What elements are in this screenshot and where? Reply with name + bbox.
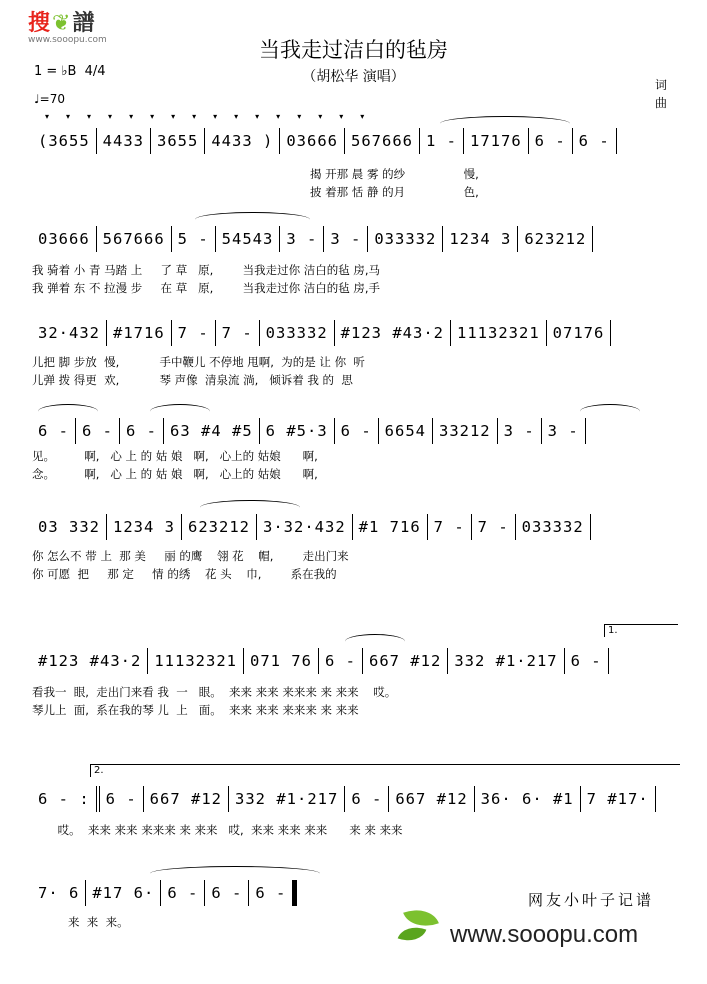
measure: 071 76 — [244, 648, 319, 674]
measure: 3655 — [151, 128, 205, 154]
measure: #123 #43·2 — [335, 320, 451, 346]
measure: 1234 3 — [443, 226, 518, 252]
measure: 3·32·432 — [257, 514, 353, 540]
measure: 6 - — [161, 880, 205, 906]
measure: #1716 — [107, 320, 172, 346]
slur — [150, 866, 320, 881]
measure: 3 - — [498, 418, 542, 444]
lyric-line: 我 弹着 东 不 拉漫 步 在 草 原, 当我走过你 洁白的毡 房,手 — [32, 281, 381, 295]
volta-bracket-1: 1. — [604, 624, 678, 637]
score-line-2 — [32, 226, 680, 252]
measure: 567666 — [97, 226, 172, 252]
measure: 32·432 — [32, 320, 107, 346]
score-line-3 — [32, 320, 680, 346]
measure: 6 - — [573, 128, 617, 154]
measure: 6 - — [345, 786, 389, 812]
lyric-line: 儿把 脚 步放 慢, 手中鞭儿 不停地 甩啊, 为的是 让 你 听 — [32, 355, 365, 369]
slur — [38, 404, 98, 419]
measure: 1 - — [420, 128, 464, 154]
measure: 6 - — [100, 786, 144, 812]
lyric-line: 看我一 眼, 走出门来看 我 一 眼。 来来 来来 来来来 来 来来 哎。 — [32, 685, 397, 699]
measure: (3655 — [32, 128, 97, 154]
lyric-line: 你 可愿 把 那 定 情 的绣 花 头 巾, 系在我的 — [32, 567, 337, 581]
transcriber-signature: 网友小叶子记谱 — [528, 891, 655, 909]
measure: 03 332 — [32, 514, 107, 540]
logo-url: www.sooopu.com — [28, 35, 107, 45]
measure: 623212 — [518, 226, 593, 252]
measure: 3 - — [542, 418, 586, 444]
score-line-6 — [32, 648, 680, 674]
measure: 033332 — [516, 514, 591, 540]
measure: 7 - — [172, 320, 216, 346]
accent-dots: ▾▾▾▾▾▾▾▾▾▾▾▾▾▾▾▾ — [45, 112, 382, 121]
measure: 667 #12 — [363, 648, 448, 674]
score-line-7 — [32, 786, 680, 812]
measure: 033332 — [260, 320, 335, 346]
measure: 332 #1·217 — [229, 786, 345, 812]
measure: 667 #12 — [144, 786, 229, 812]
score-line-8 — [32, 880, 362, 906]
volta-bracket-2: 2. — [90, 764, 680, 777]
measure: 6654 — [379, 418, 433, 444]
measure-final: 6 - — [249, 880, 297, 906]
measure: 567666 — [345, 128, 420, 154]
leaf-icon: ❦ — [52, 11, 73, 36]
song-title: 当我走过洁白的毡房 — [259, 38, 448, 62]
measure: 7· 6 — [32, 880, 86, 906]
measure: 17176 — [464, 128, 529, 154]
slur — [345, 634, 405, 649]
measure: 033332 — [368, 226, 443, 252]
measure: 36· 6· #1 — [475, 786, 581, 812]
measure-repeat-end: 6 - : — [32, 786, 100, 812]
measure: 5 - — [172, 226, 216, 252]
time-signature: 4/4 — [84, 64, 106, 79]
key-text: 1 = ♭B — [34, 64, 77, 79]
measure: 7 - — [472, 514, 516, 540]
composer-label: 曲 — [654, 96, 667, 110]
measure: #1 716 — [353, 514, 428, 540]
footer-brand[interactable] — [400, 903, 638, 949]
lyric-line: 披 着那 恬 静 的月 色, — [310, 185, 479, 199]
lyric-line: 琴儿上 面, 系在我的琴 儿 上 面。 来来 来来 来来来 来 来来 — [32, 703, 359, 717]
measure: 6 - — [32, 418, 76, 444]
measure: 7 #17· — [581, 786, 656, 812]
measure: 7 - — [216, 320, 260, 346]
lyric-line: 念。 啊, 心 上 的 姑 娘 啊, 心上的 姑娘 啊, — [32, 467, 318, 481]
slur — [440, 116, 570, 131]
lyricist-label: 词 — [654, 78, 667, 92]
measure: 07176 — [547, 320, 612, 346]
measure: 6 - — [565, 648, 609, 674]
measure: 3 - — [324, 226, 368, 252]
slur — [580, 404, 640, 419]
score-line-4 — [32, 418, 680, 444]
measure: 667 #12 — [389, 786, 474, 812]
singer: （胡松华 演唱） — [302, 69, 405, 85]
measure: 7 - — [428, 514, 472, 540]
logo-char-b: 譜 — [72, 11, 97, 36]
measure: 11132321 — [148, 648, 244, 674]
measure: 54543 — [216, 226, 281, 252]
lyric-line: 揭 开那 晨 雾 的纱 慢, — [310, 167, 479, 181]
measure: 63 #4 #5 — [164, 418, 260, 444]
measure: 03666 — [280, 128, 345, 154]
measure: 6 #5·3 — [260, 418, 335, 444]
measure: #17 6· — [86, 880, 161, 906]
lyric-line: 你 怎么不 带 上 那 美 丽 的鹰 翎 花 帽, 走出门来 — [32, 549, 349, 563]
footer-url: www.sooopu.com — [450, 921, 639, 948]
logo-char-a: 搜 — [28, 11, 53, 36]
lyric-line: 儿弹 拨 得更 欢, 琴 声像 清泉流 淌, 倾诉着 我 的 思 — [32, 373, 353, 387]
lyric-line: 见。 啊, 心 上 的 姑 娘 啊, 心上的 姑娘 啊, — [32, 449, 318, 463]
score-line-5 — [32, 514, 680, 540]
lyric-line: 哎。 来来 来来 来来来 来 来来 哎, 来来 来来 来来 来 来 来来 — [32, 823, 403, 837]
logo-text — [28, 6, 107, 37]
leaf-logo-icon — [400, 903, 444, 949]
measure: 6 - — [529, 128, 573, 154]
key-signature — [34, 64, 106, 79]
measure: 6 - — [335, 418, 379, 444]
measure: 6 - — [205, 880, 249, 906]
lyric-line: 来 来 来。 — [68, 915, 129, 929]
lyric-line: 我 骑着 小 青 马踏 上 了 草 原, 当我走过你 洁白的毡 房,马 — [32, 263, 381, 277]
slur — [150, 404, 210, 419]
measure: 3 - — [280, 226, 324, 252]
measure: 33212 — [433, 418, 498, 444]
measure: 03666 — [32, 226, 97, 252]
slur — [195, 212, 310, 227]
measure: 6 - — [76, 418, 120, 444]
measure: #123 #43·2 — [32, 648, 148, 674]
tempo-marking: ♩=70 — [34, 92, 65, 106]
measure: 6 - — [120, 418, 164, 444]
measure: 1234 3 — [107, 514, 182, 540]
measure: 11132321 — [451, 320, 547, 346]
measure: 623212 — [182, 514, 257, 540]
measure: 4433 ) — [205, 128, 280, 154]
measure: 4433 — [97, 128, 151, 154]
score-line-1 — [32, 128, 680, 154]
slur — [200, 500, 300, 515]
measure: 6 - — [319, 648, 363, 674]
measure: 332 #1·217 — [448, 648, 564, 674]
